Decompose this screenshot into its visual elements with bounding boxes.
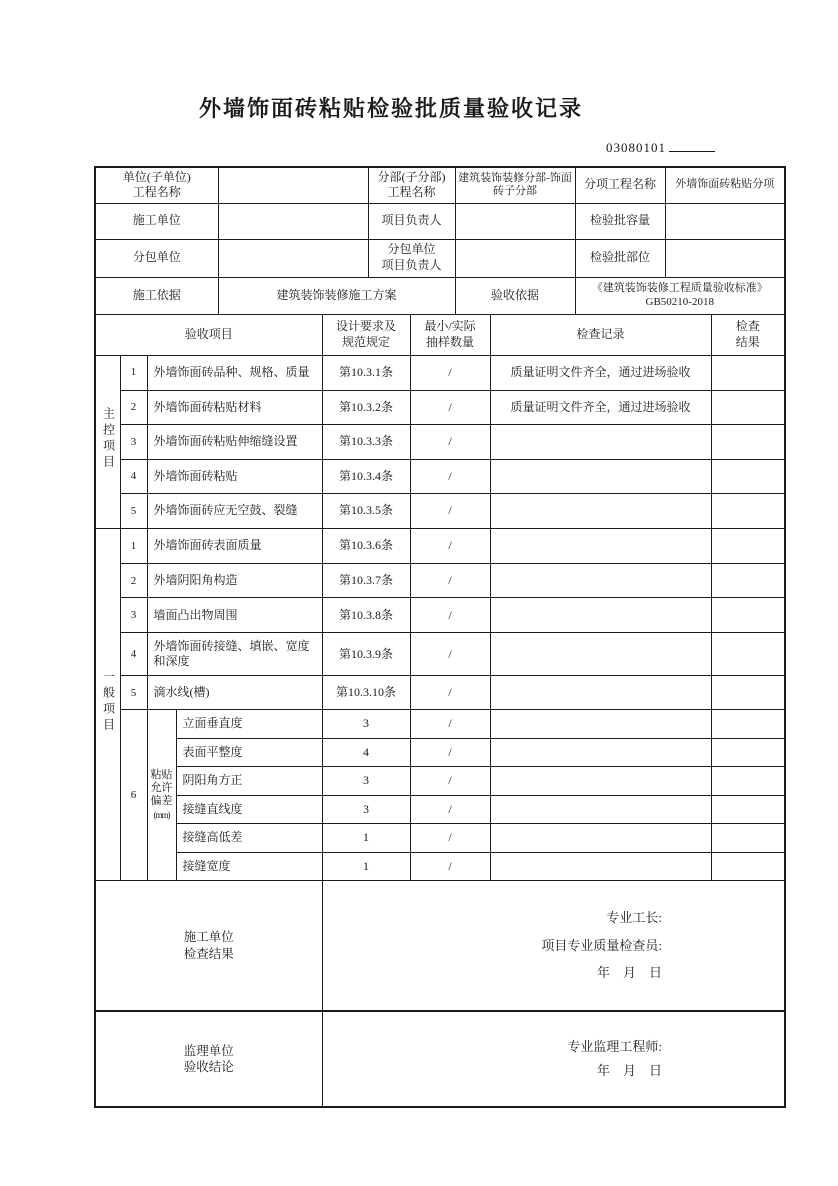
record-cell	[490, 598, 711, 633]
supervision-signature-area	[322, 1012, 784, 1106]
construction-signature-area	[322, 881, 784, 1011]
item-name: 墙面凸出物周围	[147, 598, 322, 633]
requirement-cell: 第10.3.5条	[322, 494, 410, 529]
sample-cell: /	[410, 564, 490, 598]
batch-location-label: 检验批部位	[575, 239, 665, 277]
record-cell	[490, 738, 711, 767]
record-cell	[490, 824, 711, 853]
requirement-cell: 第10.3.2条	[322, 390, 410, 425]
batch-capacity-value	[665, 203, 784, 239]
deviation-item-name: 立面垂直度	[176, 710, 322, 739]
supervision-conclusion-section	[96, 1012, 784, 1106]
unit-project-name-label: 单位(子单位) 工程名称	[96, 168, 218, 203]
inspection-header-table	[96, 315, 784, 356]
requirement-cell: 第10.3.4条	[322, 459, 410, 494]
tolerance-value: 1	[322, 852, 410, 881]
result-cell	[711, 824, 784, 853]
item-name: 外墙饰面砖粘贴	[147, 459, 322, 494]
sample-cell: /	[410, 767, 490, 796]
main-control-items-table	[96, 356, 784, 529]
table-row	[96, 795, 784, 824]
col-header-design-requirement: 设计要求及 规范规定	[322, 315, 410, 355]
basis-row-table	[96, 278, 784, 316]
row-number: 4	[120, 633, 147, 676]
item-name: 外墙饰面砖接缝、填嵌、宽度和深度	[147, 633, 322, 676]
batch-capacity-label: 检验批容量	[575, 203, 665, 239]
subcontract-unit-value	[218, 239, 368, 277]
sample-cell: /	[410, 633, 490, 676]
row-number: 3	[120, 425, 147, 460]
item-project-name-value: 外墙饰面砖粘贴分项	[665, 168, 784, 203]
table-row	[96, 315, 784, 355]
quality-inspector-signature-label: 项目专业质量检查员:	[541, 937, 662, 953]
construction-check-result-label: 施工单位 检查结果	[96, 881, 322, 1011]
col-header-check-record: 检查记录	[490, 315, 711, 355]
row-number: 2	[120, 564, 147, 598]
table-row	[96, 459, 784, 494]
record-cell	[490, 852, 711, 881]
table-row	[96, 738, 784, 767]
result-cell	[711, 356, 784, 391]
page-title: 外墙饰面砖粘贴检验批质量验收记录	[198, 96, 583, 121]
result-cell	[711, 529, 784, 564]
result-cell	[711, 738, 784, 767]
sample-cell: /	[410, 425, 490, 460]
table-row	[96, 564, 784, 598]
table-row	[96, 529, 784, 564]
result-cell	[711, 795, 784, 824]
item-project-name-label: 分项工程名称	[575, 168, 665, 203]
deviation-item-name: 接缝宽度	[176, 852, 322, 881]
item-name: 外墙饰面砖应无空鼓、裂缝	[147, 494, 322, 529]
deviation-item-name: 表面平整度	[176, 738, 322, 767]
sample-cell: /	[410, 598, 490, 633]
document-code	[606, 139, 715, 156]
table-row	[96, 767, 784, 796]
unit-project-name-value	[218, 168, 368, 203]
construction-date-line: 年 月 日	[596, 965, 662, 981]
table-row	[96, 852, 784, 881]
result-cell	[711, 767, 784, 796]
table-row	[96, 278, 784, 315]
row-number: 6	[120, 710, 147, 881]
result-cell	[711, 710, 784, 739]
tolerance-value: 1	[322, 824, 410, 853]
batch-location-value	[665, 239, 784, 277]
supervision-conclusion-label: 监理单位 验收结论	[96, 1012, 322, 1106]
construction-basis-value: 建筑装饰装修施工方案	[218, 278, 455, 315]
sample-cell: /	[410, 824, 490, 853]
item-name: 外墙饰面砖粘贴材料	[147, 390, 322, 425]
requirement-cell: 第10.3.10条	[322, 676, 410, 710]
deviation-item-name: 阴阳角方正	[176, 767, 322, 796]
supervision-date-line: 年 月 日	[596, 1063, 662, 1079]
requirement-cell: 第10.3.9条	[322, 633, 410, 676]
sample-cell: /	[410, 676, 490, 710]
deviation-group-label: 粘贴允许偏差(mm)	[147, 710, 176, 881]
result-cell	[711, 494, 784, 529]
project-leader-label: 项目负责人	[368, 203, 455, 239]
sample-cell: /	[410, 459, 490, 494]
item-name: 外墙饰面砖表面质量	[147, 529, 322, 564]
record-cell	[490, 494, 711, 529]
table-row	[96, 390, 784, 425]
record-cell: 质量证明文件齐全，通过进场验收	[490, 356, 711, 391]
table-row	[96, 633, 784, 676]
record-cell	[490, 795, 711, 824]
record-cell	[490, 459, 711, 494]
record-cell	[490, 710, 711, 739]
item-name: 外墙饰面砖粘贴伸缩缝设置	[147, 425, 322, 460]
document-code-number: 03080101	[606, 140, 666, 155]
acceptance-basis-value: 《建筑装饰装修工程质量验收标准》 GB50210-2018	[575, 278, 784, 315]
acceptance-basis-label: 验收依据	[455, 278, 575, 315]
row-number: 5	[120, 676, 147, 710]
sample-cell: /	[410, 529, 490, 564]
tolerance-value: 4	[322, 738, 410, 767]
foreman-signature-label: 专业工长:	[606, 909, 662, 925]
result-cell	[711, 390, 784, 425]
acceptance-record-form	[94, 166, 786, 1108]
project-leader-value	[455, 203, 575, 239]
table-row	[96, 881, 784, 1011]
sample-cell: /	[410, 738, 490, 767]
item-name: 外墙阴阳角构造	[147, 564, 322, 598]
table-row	[96, 168, 784, 203]
supervision-engineer-signature-label: 专业监理工程师:	[567, 1038, 662, 1054]
result-cell	[711, 598, 784, 633]
construction-check-result-section	[96, 881, 784, 1012]
row-number: 5	[120, 494, 147, 529]
deviation-item-name: 接缝直线度	[176, 795, 322, 824]
table-row	[96, 1012, 784, 1106]
subcontract-leader-value	[455, 239, 575, 277]
sample-cell: /	[410, 852, 490, 881]
item-name: 滴水线(槽)	[147, 676, 322, 710]
col-header-acceptance-item: 验收项目	[96, 315, 322, 355]
requirement-cell: 第10.3.6条	[322, 529, 410, 564]
construction-unit-label: 施工单位	[96, 203, 218, 239]
result-cell	[711, 425, 784, 460]
subdivision-project-name-value: 建筑装饰装修分部-饰面砖子分部	[455, 168, 575, 203]
table-row	[96, 710, 784, 739]
record-cell	[490, 767, 711, 796]
requirement-cell: 第10.3.8条	[322, 598, 410, 633]
item-name: 外墙饰面砖品种、规格、质量	[147, 356, 322, 391]
table-row	[96, 239, 784, 277]
subcontract-leader-label: 分包单位 项目负责人	[368, 239, 455, 277]
result-cell	[711, 459, 784, 494]
requirement-cell: 第10.3.3条	[322, 425, 410, 460]
result-cell	[711, 676, 784, 710]
record-cell	[490, 633, 711, 676]
record-cell	[490, 425, 711, 460]
result-cell	[711, 852, 784, 881]
tolerance-value: 3	[322, 795, 410, 824]
sample-cell: /	[410, 390, 490, 425]
row-number: 3	[120, 598, 147, 633]
row-number: 4	[120, 459, 147, 494]
row-number: 2	[120, 390, 147, 425]
project-info-table	[96, 168, 784, 278]
record-cell	[490, 676, 711, 710]
table-row	[96, 598, 784, 633]
general-items-table	[96, 529, 784, 882]
table-row	[96, 356, 784, 391]
sample-cell: /	[410, 494, 490, 529]
document-code-underline	[669, 139, 715, 152]
sample-cell: /	[410, 356, 490, 391]
main-control-category-label: 主控项目	[96, 356, 120, 529]
table-row	[96, 203, 784, 239]
col-header-check-result: 检查 结果	[711, 315, 784, 355]
table-row	[96, 425, 784, 460]
row-number: 1	[120, 529, 147, 564]
subdivision-project-name-label: 分部(子分部) 工程名称	[368, 168, 455, 203]
row-number: 1	[120, 356, 147, 391]
result-cell	[711, 633, 784, 676]
requirement-cell: 第10.3.1条	[322, 356, 410, 391]
sample-cell: /	[410, 710, 490, 739]
record-cell	[490, 564, 711, 598]
record-cell	[490, 529, 711, 564]
construction-unit-value	[218, 203, 368, 239]
deviation-item-name: 接缝高低差	[176, 824, 322, 853]
tolerance-value: 3	[322, 710, 410, 739]
table-row	[96, 824, 784, 853]
subcontract-unit-label: 分包单位	[96, 239, 218, 277]
table-row	[96, 494, 784, 529]
table-row	[96, 676, 784, 710]
construction-basis-label: 施工依据	[96, 278, 218, 315]
sample-cell: /	[410, 795, 490, 824]
requirement-cell: 第10.3.7条	[322, 564, 410, 598]
record-cell: 质量证明文件齐全，通过进场验收	[490, 390, 711, 425]
col-header-sample-quantity: 最小/实际 抽样数量	[410, 315, 490, 355]
general-category-label: 一般项目	[96, 529, 120, 881]
tolerance-value: 3	[322, 767, 410, 796]
result-cell	[711, 564, 784, 598]
